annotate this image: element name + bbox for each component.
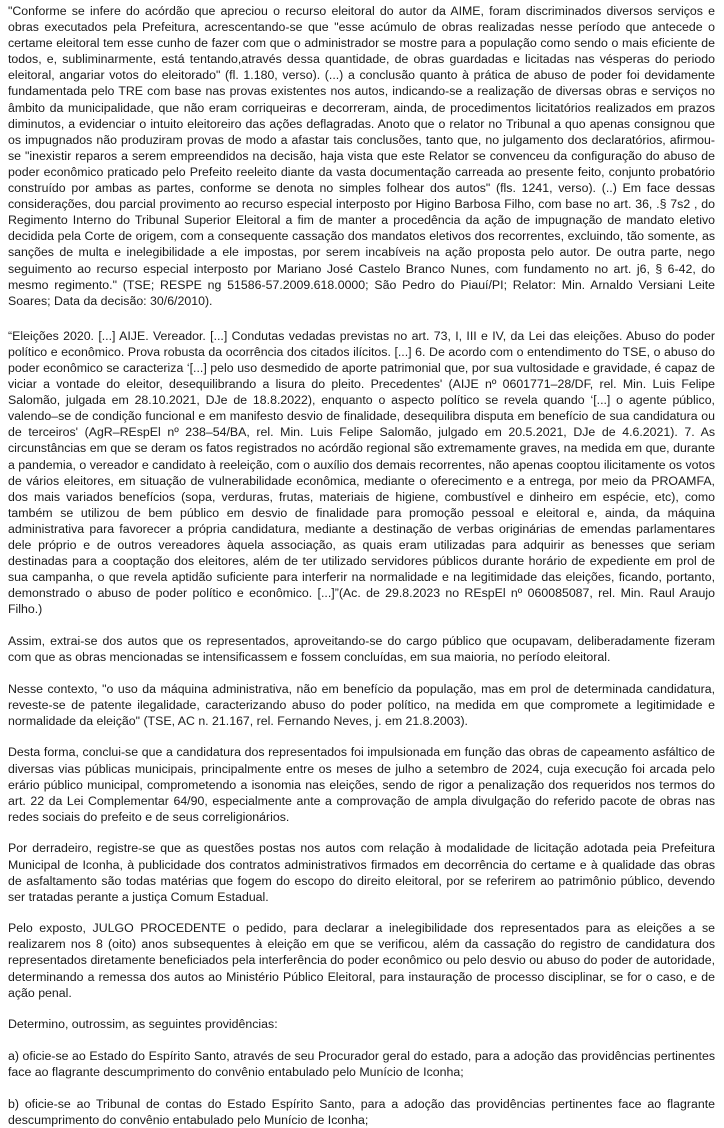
paragraph-desta-forma: Desta forma, conclui-se que a candidatura dos representados foi impulsionada em função das obras de capeamento asfáltico de diversas vias públicas municipais, principalmente entre os meses de julho a setembro de 2024, cuja execução foi arcada pelo erário público municipal, comprometendo a isonomia nas eleições, sendo de rigor a penalização dos requeridos nos termos do art. 22 da Lei Complementar 64/90, especialmente ante a comprovação de ampla divulgação do referido pacote de obras nas redes sociais do prefeito e de seus correligionários. xyxy=(8,745,715,824)
quote-tse-respel-060085087: “Eleições 2020. [...] AIJE. Vereador. [...] Condutas vedadas previstas no art. 73, I, III e IV, da Lei das eleições. Abuso do poder político e econômico. Prova robusta da ocorrência dos citados ilícitos. [...] 6. De acordo com o entendimento do TSE, o abuso do poder econômico se caracteriza ‘[...] pelo uso desmedido de aporte patrimonial que, por sua vultosidade e gravidade, é capaz de viciar a vontade do eleitor, desequilibrando a lisura do pleito. Precedentes' (AIJE nº 0601771–28/DF, rel. Min. Luis Felipe Salomão, julgada em 28.10.2021, DJe de 18.8.2022), enquanto o aspecto político se revela quando ‘[...] o agente público, valendo–se de condição funcional e em manifesto desvio de finalidade, desequilibra disputa em benefício de sua candidatura ou de terceiros' (AgR–REspEl nº 238–54/BA, rel. Min. Luis Felipe Salomão, julgado em 20.5.2021, DJe de 4.6.2021). 7. As circunstâncias em que se deram os fatos registrados no acórdão regional são extremamente graves, na medida em que, durante a pandemia, o vereador e candidato à reeleição, com o auxílio dos demais recorrentes, não apenas cooptou ilicitamente os votos de vários eleitores, em situação de vulnerabilidade econômica, mediante o oferecimento e a entrega, por meio da PROAMFA, dos mais variados benefícios (sopa, verduras, frutas, materiais de higiene, combustível e dinheiro em espécie, etc), como também se utilizou de bem público em desvio de finalidade para promoção pessoal e eleitoral e, ainda, da máquina administrativa para favorecer a própria candidatura, mediante a destinação de verbas originárias de emendas parlamentares dele próprio e de outros vereadores àquela associação, as quais eram utilizadas para adquirir as benesses que seriam destinadas para a cooptação dos eleitores, além de ter utilizado servidores públicos durante horário de expediente em prol de sua campanha, o que revela aptidão suficiente para interferir na normalidade e na legitimidade das eleições, ficando, portanto, demonstrado o abuso de poder político e econômico. [...]”(Ac. de 29.8.2023 no REspEl nº 060085087, rel. Min. Raul Araujo Filho.) xyxy=(8,328,715,617)
list-item-a: a) oficie-se ao Estado do Espírito Santo, através de seu Procurador geral do estado, para a adoção das providências pertinentes face ao flagrante descumprimento do convênio entabulado pelo Munício de Iconha; xyxy=(8,1048,715,1079)
paragraph-nesse-contexto: Nesse contexto, "o uso da máquina administrativa, não em benefício da população, mas em prol de determinada candidatura, reveste-se de patente ilegalidade, caracterizando abuso do poder político, na medida em que compromete a legitimidade e normalidade da eleição" (TSE, AC n. 21.167, rel. Fernando Neves, j. em 21.8.2003). xyxy=(8,681,715,728)
quote-tse-respe-51586: "Conforme se infere do acórdão que apreciou o recurso eleitoral do autor da AIME, foram discriminados diversos serviços e obras executados pela Prefeitura, acrescentando-se que "esse acúmulo de obras realizadas nesse período que antecede o certame eleitoral tem esse cunho de fazer com que o administrador se mostre para a população como sendo o mais eficiente de todos, e, subliminarmente, está tentando,através dessa quantidade, de obras guardadas e licitadas nas vésperas do periodo eleitoral, angariar votos do eleitorado" (fl. 1.180, verso). (...) a conclusão quanto à prática de abuso de poder foi devidamente fundamentada pelo TRE com base nas provas existentes nos autos, indicando-se a realização de diversas obras e serviços no âmbito da municipalidade, que não eram corriqueiras e decorreram, ainda, de procedimentos licitatórios realizados em prazos diminutos, a evidenciar o intuito eleitoreiro das ações deflagradas. Anoto que o relator no Tribunal a quo apenas consignou que os impugnados não produziram provas de modo a afastar tais conclusões, tanto que, no julgamento dos declaratórios, afirmou-se "inexistir reparos a serem empreendidos na decisão, haja vista que este Relator se convenceu da configuração do abuso de poder econômico praticado pelo Prefeito reeleito diante da vasta documentação carreada ao presente feito, conjunto probatório construído por ambas as partes, conforme se denota no simples folhear dos autos" (fls. 1241, verso). (..) Em face dessas considerações, dou parcial provimento ao recurso especial interposto por Higino Barbosa Filho, com base no art. 36, .§ 7s2 , do Regimento Interno do Tribunal Superior Eleitoral a fim de manter a procedência da ação de impugnação de mandato eletivo decidida pela Corte de origem, com a consequente cassação dos mandatos eletivos dos recorrentes, excluindo, tão somente, as sanções de multa e inelegibilidade a ele impostas, por serem incabíveis na ação proposta pelo autor. De outra parte, nego seguimento ao recurso especial interposto por Mariano José Castelo Branco Nunes, com fundamento no art. j6, § 6-42, do mesmo regimento." (TSE; RESPE ng 51586-57.2009.618.0000; São Pedro do Piauí/PI; Relator: Min. Arnaldo Versiani Leite Soares; Data da decisão: 30/6/2010). xyxy=(8,4,715,308)
list-item-b: b) oficie-se ao Tribunal de contas do Estado Espírito Santo, para a adoção das providências pertinentes face ao flagrante descumprimento do convênio entabulado pelo Munício de Iconha; xyxy=(8,1096,715,1127)
paragraph-por-derradeiro: Por derradeiro, registre-se que as questões postas nos autos com relação à modalidade de licitação adotada peia Prefeitura Municipal de Iconha, à publicidade dos contratos administrativos firmados em decorrência do certame e à qualidade das obras de asfaltamento são todas matérias que fogem do escopo do direito eleitoral, por se referirem ao patrimônio público, devendo ser tratadas perante a justiça Comum Estadual. xyxy=(8,841,715,904)
paragraph-dispositivo: Pelo exposto, JULGO PROCEDENTE o pedido, para declarar a inelegibilidade dos representados para as eleições a se realizarem nos 8 (oito) anos subsequentes à eleição em que se verificou, além da cassação do registro de candidatura dos representados diretamente beneficiados pela interferência do poder econômico ou pelo desvio ou abuso do poder de autoridade, determinando a remessa dos autos ao Ministério Público Eleitoral, para instauração de processo disciplinar, se for o caso, e de ação penal. xyxy=(8,921,715,1000)
paragraph-determino: Determino, outrossim, as seguintes providências: xyxy=(8,1017,278,1032)
paragraph-assim: Assim, extrai-se dos autos que os representados, aproveitando-se do cargo público que ocupavam, deliberadamente fizeram com que as obras mencionadas se intensificassem e fossem concluídas, em sua maioria, no período eleitoral. xyxy=(8,633,715,665)
